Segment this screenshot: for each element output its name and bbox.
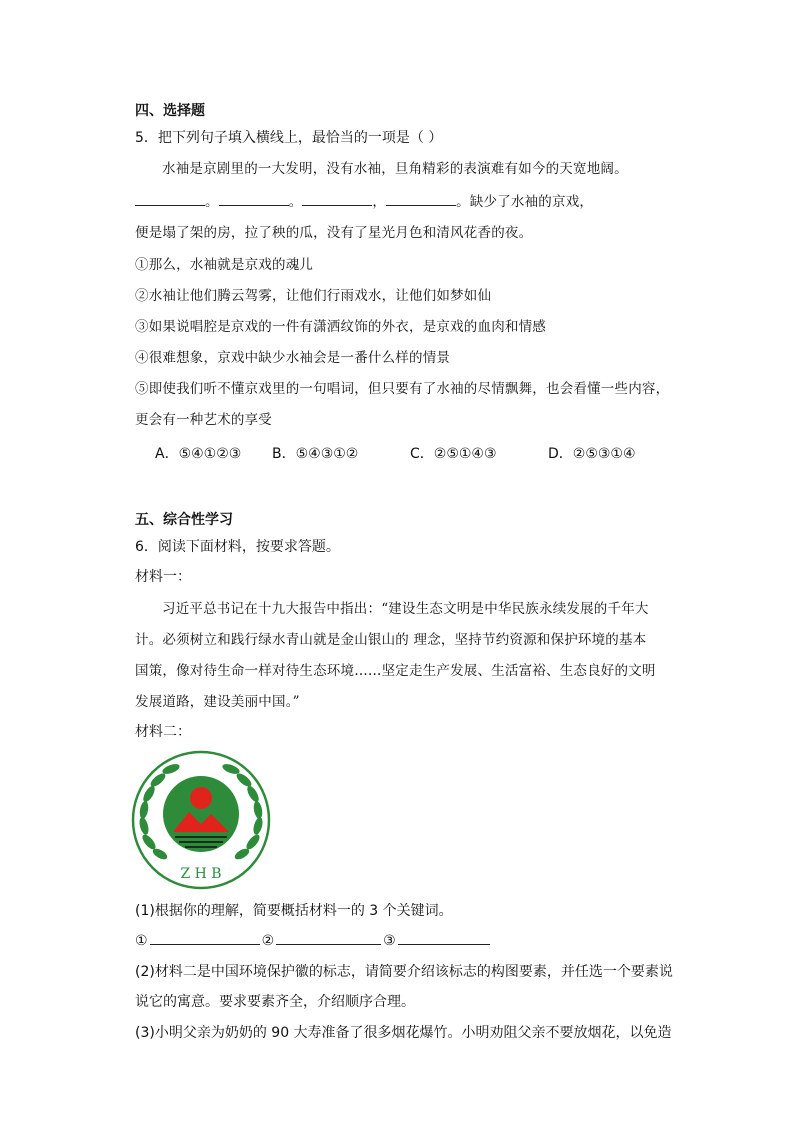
passage-line-2: 。 。 ， 。缺少了水袖的京戏，: [135, 192, 593, 211]
sub-question-2-line-2: 说它的寓意。要求要素齐全，介绍顺序合理。: [135, 994, 415, 1010]
keyword-blank-2[interactable]: [276, 931, 381, 945]
sub-question-3: (3)小明父亲为奶奶的 90 大寿准备了很多烟花爆竹。小明劝阻父亲不要放烟花，以免造: [135, 1025, 672, 1041]
answer-blank[interactable]: [386, 192, 456, 206]
option-d[interactable]: D．②⑤③①④: [548, 446, 636, 462]
question-6-stem: 6．阅读下面材料，按要求答题。: [135, 539, 340, 555]
material-1-line-1: 习近平总书记在十九大报告中指出：“建设生态文明是中华民族永续发展的千年大: [162, 601, 649, 617]
sun-icon: [190, 787, 212, 809]
material-1-line-2: 计。必须树立和践行绿水青山就是金山银山的 理念，坚持节约资源和保护环境的基本: [135, 632, 647, 648]
material-1-line-3: 国策，像对待生命一样对待生态环境……坚定走生产发展、生活富裕、生态良好的文明: [135, 663, 656, 679]
material-1-line-4: 发展道路，建设美丽中国。”: [135, 694, 300, 710]
sentence-4: ④很难想象，京戏中缺少水袖会是一番什么样的情景: [135, 350, 451, 366]
sentence-5: ⑤即使我们听不懂京戏里的一句唱词，但只要有了水袖的尽情飘舞，也会看懂一些内容，: [135, 381, 670, 397]
keyword-mark-1: ①: [135, 933, 148, 949]
keyword-mark-2: ②: [261, 933, 275, 949]
passage-line-1: 水袖是京剧里的一大发明，没有水袖，旦角精彩的表演难有如今的天宽地阔。: [162, 161, 628, 177]
option-b[interactable]: B．⑤④③①②: [272, 446, 359, 462]
material-1-label: 材料一：: [135, 569, 191, 585]
environmental-protection-emblem: [131, 750, 271, 890]
passage-line-3: 便是塌了架的房，拉了秧的瓜，没有了星光月色和清风花香的夜。: [135, 225, 533, 241]
option-a[interactable]: A．⑤④①②③: [155, 446, 242, 462]
sentence-2: ②水袖让他们腾云驾雾，让他们行雨戏水，让他们如梦如仙: [135, 288, 492, 304]
answer-blank[interactable]: [135, 192, 205, 206]
question-5-stem: 5．把下列句子填入横线上，最恰当的一项是（ ）: [135, 130, 443, 146]
answer-blank[interactable]: [219, 192, 289, 206]
section-heading-comprehensive: 五、综合性学习: [135, 512, 233, 528]
keyword-mark-3: ③: [383, 933, 396, 949]
sub-question-1-answer-row: [135, 931, 492, 949]
option-c[interactable]: C．②⑤①④③: [410, 446, 497, 462]
sub-question-2-line-1: (2)材料二是中国环境保护徽的标志，请简要介绍该标志的构图要素，并任选一个要素说: [135, 964, 673, 980]
material-2-label: 材料二：: [135, 724, 191, 740]
sentence-5-cont: 更会有一种艺术的享受: [135, 412, 272, 428]
keyword-blank-3[interactable]: [398, 931, 490, 945]
keyword-blank-1[interactable]: [150, 931, 260, 945]
sentence-1: ①那么，水袖就是京戏的魂儿: [135, 257, 314, 273]
sub-question-1: (1)根据你的理解，简要概括材料一的 3 个关键词。: [135, 903, 453, 919]
sentence-3: ③如果说唱腔是京戏的一件有潇洒纹饰的外衣，是京戏的血肉和情感: [135, 319, 546, 335]
emblem-letters: Z H B: [180, 866, 222, 882]
section-heading-choice: 四、选择题: [135, 103, 205, 119]
answer-blank[interactable]: [302, 192, 372, 206]
